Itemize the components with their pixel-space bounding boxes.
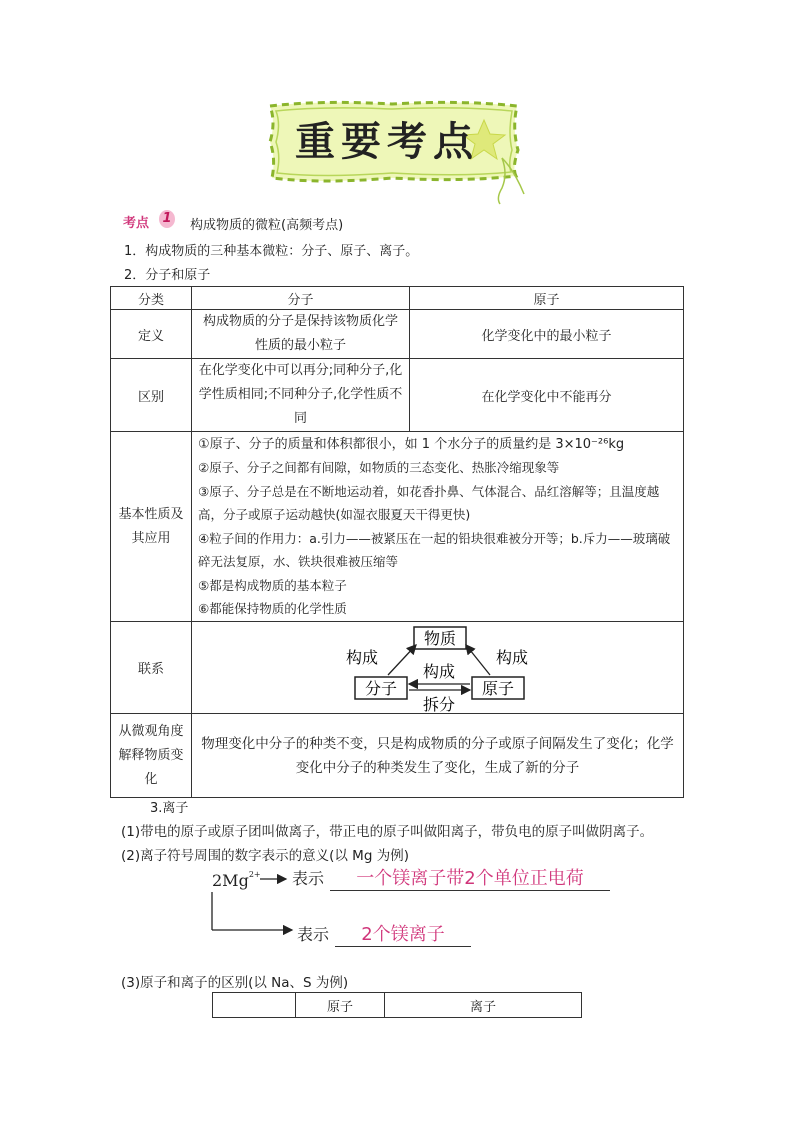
answer-coefficient: 2个镁离子 — [335, 920, 471, 947]
property-item: ⑥都能保持物质的化学性质 — [198, 601, 347, 616]
micro-text: 物理变化中分子的种类不变，只是构成物质的分子或原子间隔发生了变化；化学变化中分子的种类发生了变化，生成了新的分子 — [192, 714, 684, 798]
ion-title: 3.离子 — [150, 801, 189, 816]
molecule-atom-table — [110, 286, 684, 798]
header-category: 分类 — [111, 287, 192, 310]
property-item: ①原子、分子的质量和体积都很小，如 1 个水分子的质量约是 3×10⁻²⁶kg — [198, 436, 625, 452]
compose-right-text: 构成 — [495, 647, 529, 667]
molecule-text: 分子 — [364, 678, 398, 698]
ion-line-3: (3)原子和离子的区别(以 Na、S 为例) — [121, 975, 349, 991]
kaodian-badge — [121, 212, 177, 230]
split-text: 拆分 — [422, 694, 456, 713]
table-row-definition — [111, 310, 684, 359]
header-molecule: 分子 — [192, 287, 410, 310]
table-row-relation — [111, 622, 684, 714]
ion-line-2: (2)离子符号周围的数字表示的意义(以 Mg 为例) — [121, 848, 409, 864]
arrow-molecule-substance — [388, 645, 416, 675]
definition-atom: 化学变化中的最小粒子 — [410, 310, 684, 359]
compose-left-text: 构成 — [345, 647, 379, 667]
property-item: ③原子、分子总是在不断地运动着，如花香扑鼻、气体混合、品红溶解等；且温度越高，分子或原子运动越快(如湿衣服夏天干得更快) — [198, 483, 660, 522]
biaoshi-1: 表示 — [292, 869, 325, 888]
definition-molecule: 构成物质的分子是保持该物质化学性质的最小粒子 — [192, 310, 410, 359]
table-row-difference — [111, 359, 684, 432]
compose-middle-text: 构成 — [422, 661, 456, 681]
header-atom: 原子 — [410, 287, 684, 310]
property-item: ②原子、分子之间都有间隙，如物质的三态变化、热胀冷缩现象等 — [198, 460, 560, 475]
relation-diagram — [192, 623, 682, 713]
ion-line-1: (1)带电的原子或原子团叫做离子，带正电的原子叫做阳离子，带负电的原子叫做阴离子。 — [121, 824, 654, 840]
micro-label: 从微观角度解释物质变化 — [111, 714, 192, 798]
formula-charge: 2+ — [248, 870, 261, 879]
substance-text: 物质 — [423, 628, 457, 648]
relation-label: 联系 — [111, 622, 192, 714]
atom-text: 原子 — [481, 678, 515, 698]
table-row-properties — [111, 432, 684, 622]
properties-label: 基本性质及其应用 — [111, 432, 192, 622]
arrow-atom-substance — [466, 645, 490, 675]
difference-molecule: 在化学变化中可以再分;同种分子,化学性质相同;不同种分子,化学性质不同 — [192, 359, 410, 432]
relation-diagram-cell — [192, 622, 684, 714]
difference-atom: 在化学变化中不能再分 — [410, 359, 684, 432]
atom-ion-header-blank — [213, 993, 296, 1018]
atom-ion-header-ion: 离子 — [385, 993, 582, 1018]
table-header-row — [111, 287, 684, 310]
atom-ion-header-atom: 原子 — [296, 993, 385, 1018]
intro-line-2: 2．分子和原子 — [124, 268, 211, 283]
property-item: ④粒子间的作用力：a.引力——被紧压在一起的铅块很难被分开等；b.斥力——玻璃破碎无法复原，水、铁块很难被压缩等 — [198, 530, 671, 569]
kaodian-label: 考点 — [123, 216, 150, 231]
properties-content — [192, 432, 684, 622]
atom-ion-header-row — [213, 993, 582, 1018]
page-title: 重要考点 — [295, 118, 479, 165]
kaodian-number: 1 — [159, 210, 175, 228]
answer-charge: 一个镁离子带2个单位正电荷 — [330, 864, 610, 891]
property-item: ⑤都是构成物质的基本粒子 — [198, 577, 347, 593]
biaoshi-2: 表示 — [297, 925, 330, 944]
mg-arrows — [208, 870, 298, 940]
definition-label: 定义 — [111, 310, 192, 359]
difference-label: 区别 — [111, 359, 192, 432]
title-banner — [262, 98, 532, 208]
kaodian-title: 构成物质的微粒(高频考点) — [190, 218, 344, 233]
atom-ion-table — [212, 992, 582, 1018]
table-row-micro — [111, 714, 684, 798]
intro-line-1: 1．构成物质的三种基本微粒：分子、原子、离子。 — [124, 244, 419, 259]
formula-base: 2Mg — [212, 871, 249, 890]
